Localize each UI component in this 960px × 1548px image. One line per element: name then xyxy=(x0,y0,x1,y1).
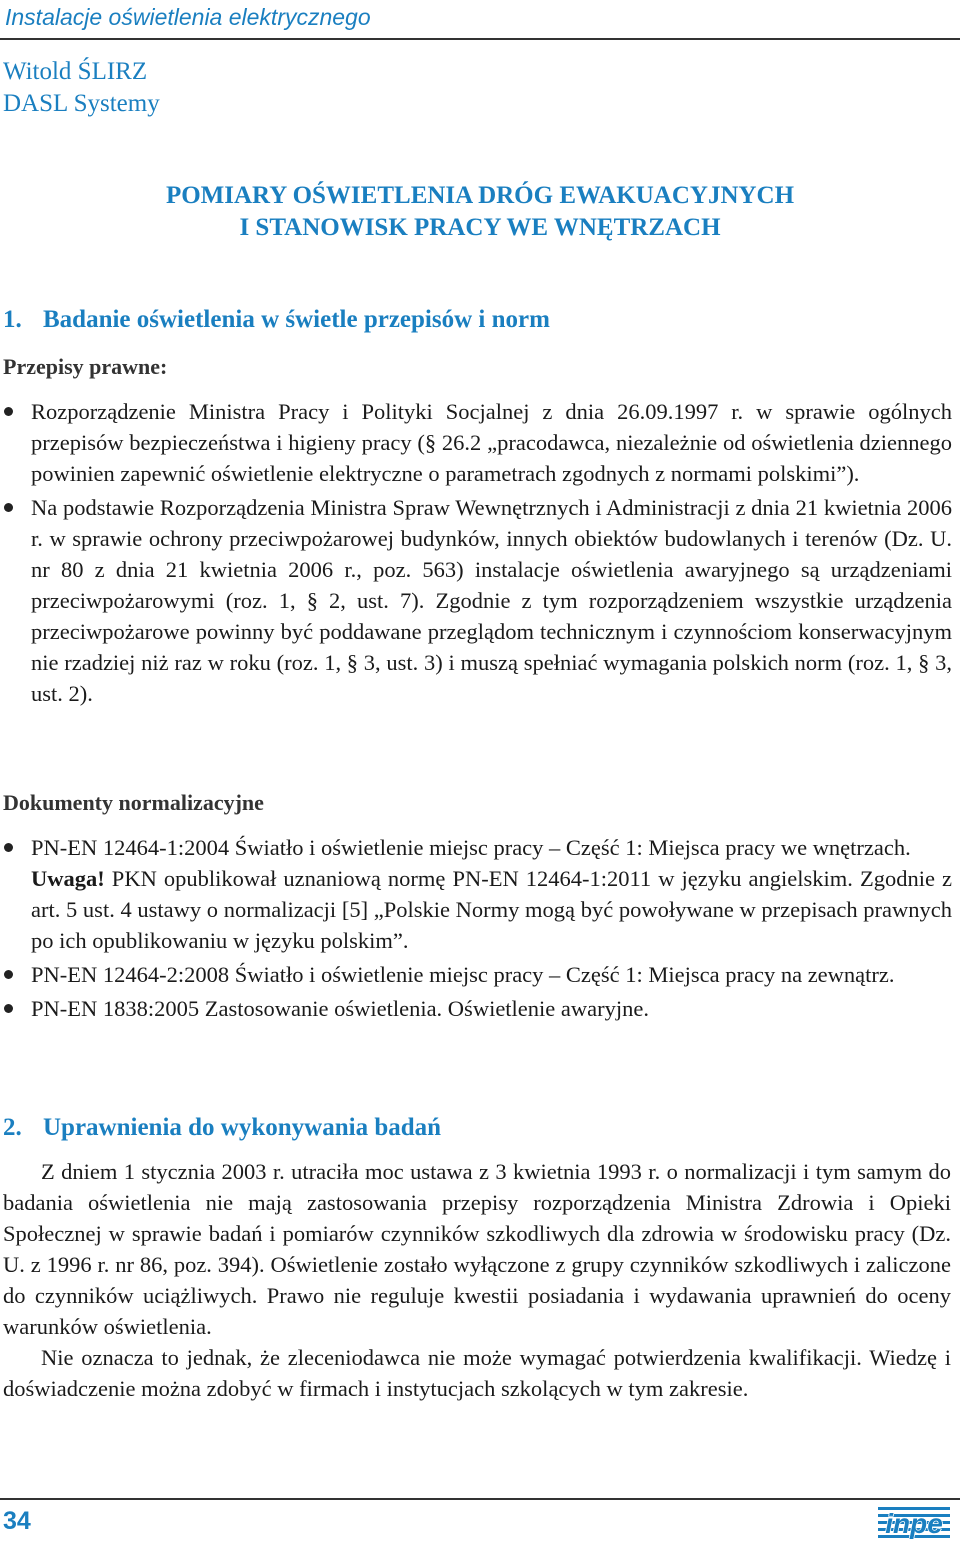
footer-rule xyxy=(0,1498,960,1500)
header-rule xyxy=(0,38,960,40)
bullet-icon xyxy=(4,843,13,852)
list-item xyxy=(0,993,952,1024)
legal-list xyxy=(0,396,952,709)
running-header: Instalacje oświetlenia elektrycznego xyxy=(5,4,371,30)
article-title xyxy=(0,180,960,244)
author-block xyxy=(3,56,160,120)
bullet-icon xyxy=(4,503,13,512)
list-item xyxy=(0,492,952,709)
bullet-icon xyxy=(4,407,13,416)
bullet-icon xyxy=(4,970,13,979)
list-item xyxy=(0,959,952,990)
section-2-paragraph-1: Z dniem 1 stycznia 2003 r. utraciła moc ustawa z 3 kwietnia 1993 r. o normalizacji i tym samym do badania oświetlenia nie mają zastosowania przepisy rozporządzenia Ministra Zdrowia i Opieki Społecznej w sprawie badań i pomiarów czynników szkodliwych dla zdrowia w środowisku pracy (Dz. U. z 1996 r. nr 86, poz. 394). Oświetlenie zostało wyłączone z grupy czynników szkodliwych i zaliczone do czynników uciążliwych. Prawo nie reguluje kwestii posiadania i wydawania uprawnień do oceny warunków oświetlenia. xyxy=(3,1159,951,1339)
section-1-number: 1. xyxy=(3,306,22,333)
author-affiliation: DASL Systemy xyxy=(3,90,160,117)
inpe-logo-icon xyxy=(878,1503,950,1543)
norm-item-3: PN-EN 1838:2005 Zastosowanie oświetlenia. Oświetlenie awaryjne. xyxy=(31,996,649,1021)
legal-item-1: Rozporządzenie Ministra Pracy i Polityki Socjalnej z dnia 26.09.1997 r. w sprawie ogólnych przepisów bezpieczeństwa i higieny pracy (§ 26.2 „pracodawca, niezależnie od oświetlenia dziennego powinien zapewnić oświetlenie elektryczne o parametrach zgodnych z normami polskimi”). xyxy=(31,399,952,486)
norm-item-2: PN-EN 12464-2:2008 Światło i oświetlenie miejsc pracy – Część 1: Miejsca pracy na zewnątrz. xyxy=(31,962,895,987)
subhead-legal: Przepisy prawne: xyxy=(3,354,168,379)
section-2-title: Uprawnienia do wykonywania badań xyxy=(43,1114,442,1141)
article-title-line1: POMIARY OŚWIETLENIA DRÓG EWAKUACYJNYCH xyxy=(165,182,795,209)
norms-list xyxy=(0,832,952,1024)
logo-text: inpe xyxy=(885,1508,943,1539)
author-name: Witold ŚLIRZ xyxy=(3,58,148,85)
norm-note-text: PKN opublikował uznaniową normę PN-EN 12464-1:2011 w języku angielskim. Zgodnie z art. 5 ust. 4 ustawy o normalizacji [5] „Polskie Normy mogą być powoływane w przepisach prawnych po ich opublikowaniu w języku polskim”. xyxy=(31,866,952,953)
list-item xyxy=(0,396,952,489)
list-item xyxy=(0,832,952,956)
section-2-body xyxy=(3,1156,951,1404)
section-1-title: Badanie oświetlenia w świetle przepisów i norm xyxy=(43,306,550,333)
bullet-icon xyxy=(4,1004,13,1013)
section-2-number: 2. xyxy=(3,1114,22,1141)
section-2-paragraph-2: Nie oznacza to jednak, że zleceniodawca nie może wymagać potwierdzenia kwalifikacji. Wiedzę i doświadczenie można zdobyć w firmach i instytucjach szkolących w tym zakresie. xyxy=(3,1345,951,1401)
legal-item-2: Na podstawie Rozporządzenia Ministra Spraw Wewnętrznych i Administracji z dnia 21 kwietnia 2006 r. w sprawie ochrony przeciwpożarowej budynków, innych obiektów budowlanych i terenów (Dz. U. nr 80 z dnia 21 kwietnia 2006 r., poz. 563) instalacje oświetlenia awaryjnego są urządzeniami przeciwpożarowymi (roz. 1, § 2, ust. 7). Zgodnie z tym rozporządzeniem wszystkie urządzenia przeciwpożarowe powinny być poddawane przeglądom technicznym i czynnościom konserwacyjnym nie rzadziej niż raz w roku (roz. 1, § 3, ust. 3) i muszą spełniać wymagania polskich norm (roz. 1, § 3, ust. 2). xyxy=(31,495,952,706)
norm-note-label: Uwaga! xyxy=(31,866,105,891)
section-1-heading xyxy=(3,306,550,334)
section-2-heading xyxy=(3,1114,441,1142)
norm-item-1: PN-EN 12464-1:2004 Światło i oświetlenie miejsc pracy – Część 1: Miejsca pracy we wnętrzach. xyxy=(31,835,911,860)
page-number: 34 xyxy=(3,1507,31,1535)
subhead-norms: Dokumenty normalizacyjne xyxy=(3,790,264,815)
article-title-line2: I STANOWISK PRACY WE WNĘTRZACH xyxy=(239,214,721,241)
